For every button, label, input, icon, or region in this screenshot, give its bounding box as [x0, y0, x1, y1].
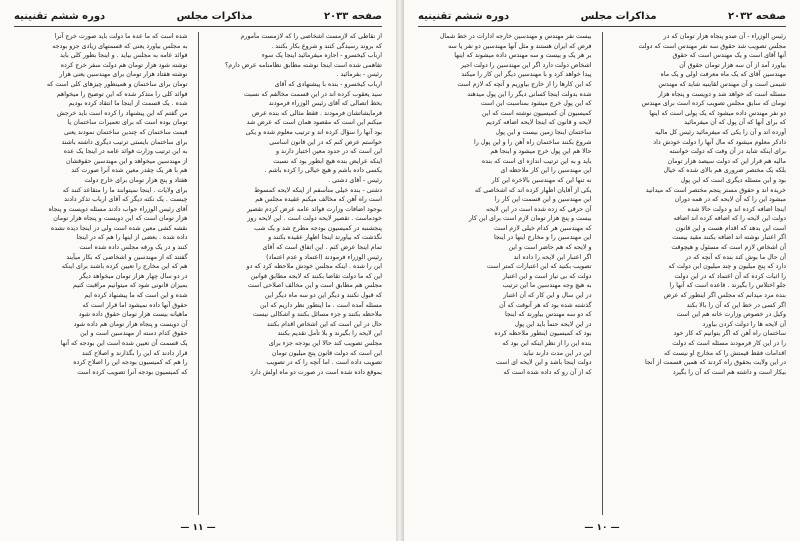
right-column-divider — [602, 32, 603, 515]
book-gutter — [396, 0, 404, 541]
text-line: دولت این لایحه را که اضافه کرده اند اضافه — [673, 215, 786, 223]
text-line: حال در این است که این اشخاص اقدام بکنند — [266, 320, 382, 328]
left-page-header — [14, 8, 382, 24]
text-line: بیاورد آمد از آن سه هزار تومان حقوق آن — [679, 61, 786, 69]
text-line: پیدا خواهد کرد و با مهندسین دیگر این کار را میکند — [461, 71, 592, 79]
text-line: بر هر یک و بیست و سه مهندس داده میشوند که اینها — [454, 52, 592, 60]
text-line: فرض که ایران هستند و مثل آنها مهندسین دو نفر یا سه — [448, 42, 592, 50]
text-line: تصویب داده است . اما آنچه را که در تصویب — [266, 359, 382, 367]
text-line: سید یعقوب کرده اند در این قسمت مخالفم که نسبت — [243, 90, 382, 98]
text-line: دادکر معلوم میشود که مال آنها را دولت خودش داد — [653, 138, 786, 146]
text-line: اینجا اضافه کرده اند و دولت حالا شده — [687, 205, 786, 213]
text-line: خودماست . تقصیر لایحه دولت است . این لایحه روز — [247, 215, 382, 223]
text-line: مسئله است که خواهد شد و دویست و پنجاه هزار — [657, 90, 786, 98]
text-line: تفاهمی شده است اینجا نوشته مطابق نظامنامه عرض دارم؟ — [224, 61, 382, 69]
text-line: هفتاد و پنج هزار تومان برای خارج دولت — [84, 176, 188, 184]
text-line: باید و به این ترتیب اندازه ای است که بنده — [481, 157, 592, 165]
text-line: دارد که پنج میلیون و چند میلیون این دولت که — [668, 263, 786, 271]
right-page-label: صفحه ۲۰۳۲ — [727, 10, 786, 22]
right-page-header — [418, 8, 786, 24]
left-page-running-title: مذاکرات مجلس — [176, 10, 253, 22]
right-header-rule — [418, 26, 786, 27]
text-line: پنجشنبه در کمیسیون بودجه مطرح شد و یک شب — [254, 224, 382, 232]
text-line: به این ترتیب وزارت فوائد عامه در اینجا یک عده — [63, 148, 188, 156]
text-line: که این کارها را از خارج بیاوریم و آنچه که لازم است — [457, 80, 592, 88]
right-page-footer: — ۱۰ — — [584, 523, 620, 533]
text-line: رئیس - آقای دشتی . — [328, 176, 382, 184]
text-line: اگر اعتبار نوشته اند اضافه بکنند مقید بیست — [672, 234, 786, 242]
text-line: بیست و پنج هزار تومان لازم است برای این کار — [468, 215, 592, 223]
text-line: فوائد کلی را متذکر شده که این توضیح را میخواهم — [56, 90, 188, 98]
text-line: اگر کسی در خط این که آن را بالا بکند — [686, 301, 786, 309]
text-line: و لایحه که هم حاضر است و این — [508, 244, 592, 252]
text-line: را اثبات کرده که آن اعتماد که در این دولت — [674, 272, 786, 280]
text-line: خریده اند و حقوق مستر پنجم مختصر است که میدانید — [645, 186, 786, 194]
text-line: حقوق آنها داده نمیشود اما قرار است که — [82, 301, 188, 309]
right-page-number: ۱۰ — [596, 523, 608, 533]
text-line: بمیزان قانونی شود که میتوانیم مراقبت کنیم — [73, 282, 188, 290]
text-line: بود و این مسئله دیگری است که این پول — [680, 176, 786, 184]
text-line: هم با هر یک چقدر معین شده آنرا صورت کند — [71, 167, 188, 175]
text-line: شده بدولت اینجا کسانی دیگر را این پول میدهند — [467, 90, 592, 98]
text-line: بلکه یک مختصر ضروری هم بالای شده که خیال — [663, 167, 786, 175]
text-line: ماهیانه بیست هزار تومان حقوق داده شود — [78, 311, 188, 319]
right-page-columns — [418, 32, 786, 515]
text-line: به مجلس بیاورد یعنی که قسمتهای زیادی جزو بودجه — [52, 42, 188, 50]
text-line: اگر اعتبار این لایحه را داده اند — [513, 253, 592, 261]
text-line: از مهندسین میخواهد و این مهندسین حقوقشان — [65, 157, 188, 165]
text-line: مهندسین آقای که یک ماه معرفت اولی و یک ماه — [660, 71, 786, 79]
text-line: این مهندسین را و مخارج اینها در اینجا — [493, 234, 592, 242]
text-line: لایحه و قانون که اینجا لایحه اضافه کردیم — [485, 119, 592, 127]
text-line: بنده این را از نظر اینکه این بود که — [502, 340, 592, 347]
text-line: نگذشت که بیاورند اینجا اظهار عقیده بکنند و — [268, 234, 382, 242]
text-line: کمیسیون آن کمیسیون نوشته است که این — [481, 109, 592, 117]
text-line: تومان بوده است که برای تعمیرات ساختمان یا — [67, 119, 188, 127]
text-line: ساختمان راه آهن که اگر بتوانیم که کار خود — [673, 330, 786, 338]
text-line: اشخاص دولت دارد اگر این مهندسین را دولت اجیر — [460, 61, 592, 69]
text-line: خواستم عرض کنم که در این قانون اساسی — [269, 138, 382, 146]
right-page-left-column — [418, 32, 592, 515]
text-line: در این سال و این کار که آن اعتبار — [503, 292, 592, 300]
text-line: ملاحظه بکنند و جزء مسائل بکنند و اشکالی نیست — [252, 311, 382, 319]
text-line: دولت اینجا باشد و این لایحه ای است — [495, 359, 592, 367]
text-line: شروع بکنند ساختمان راه آهن را و این پول را — [473, 138, 592, 146]
text-line: این لایحه را بگیرند و بلا تأمل تقدیم بکنند — [277, 330, 382, 338]
text-line: میشود این را که آن لایحه که در همه دوران — [674, 196, 786, 204]
text-line: میکنم این است که مقصود همان است که عرض شد — [246, 119, 382, 127]
text-line: ارباب کیخسرو - بنده با پیشنهادی که آقای — [274, 80, 382, 88]
text-line: حالا هم این پول خرج میشود و اینجا هم — [490, 148, 592, 156]
text-line: گذشته شده بود که هر آنوقت که آن — [499, 301, 592, 309]
left-column-divider — [198, 32, 199, 515]
left-page-right-column — [209, 32, 383, 515]
text-line: مالیه هم قرار این که دولت سیصد هزار تومان — [667, 157, 786, 165]
text-line: این که ما دولت تقاضا بکنند که لایحه مطابق قوانین — [250, 272, 382, 280]
text-line: دشتی - بنده خیلی متأسفم از اینکه لایحه کمسوط — [254, 186, 382, 194]
text-line: شده و این است که ما پیشنهاد کرده ایم — [84, 292, 188, 300]
text-line: این است که دولت قانون پنج میلیون تومان — [271, 349, 382, 357]
text-line: قیمت ساختمان که چندین ساختمان نمودند یعنی — [63, 128, 188, 136]
text-line: آقای رئیس الوزراء جواب دادند مسئله دویست و پنجاه — [48, 205, 188, 213]
text-line: مجلس تصویب شد حقوق سه نفر مهندس است که دولت — [638, 42, 786, 50]
text-line: بود آنها را سؤال کرده اند و ترتیب معلوم شده و یکی — [245, 128, 382, 136]
text-line: بنده مرد میدانم که مجلس اگر اینطور که عرض — [663, 292, 786, 300]
left-header-rule — [14, 26, 382, 27]
text-line: من گفتم که این پیشنهاد را کرده است باید خرجش — [56, 109, 188, 117]
text-line: رئیس الوزراء - آن صدو پنجاه هزار تومان که در — [663, 33, 786, 40]
text-line: به هیچ وجه مهندسین ما این ترتیب — [502, 282, 592, 290]
text-line: را هم که کمیسیون بودجه این را اصلاح کرده — [73, 359, 188, 367]
text-line: آن حال ما بوش کند بنده که آنچه که در — [685, 253, 786, 261]
text-line: را در این کار فرمودند مسئله است که دولت — [672, 340, 786, 347]
text-line: در این ولایت بحقوق راه کردند که همین قسمت از آنجا — [644, 359, 786, 367]
text-line: تومان برای ساختمان و همینطور چیزهای کلی است که — [46, 80, 188, 88]
text-line: بخط اتصالی که آقای رئیس الوزراء فرمودند — [268, 100, 382, 108]
text-line: قرار دادند که این را بگذارند و اصلاح کنند — [81, 349, 188, 357]
left-page-footer: — ۱۱ — — [180, 523, 216, 533]
text-line: مسئله آمده است . ما اینطور نظر داریم که این — [259, 301, 382, 309]
text-line: بموقع داده شده است در صورت دو ماه اولش دارد — [250, 368, 382, 376]
right-page — [404, 0, 800, 541]
text-line: بوجود اضافات وزارت فوائد عامه عرض کردم تقصیر — [247, 205, 382, 213]
text-line: چیست . یک نکته دیگر که آقای ارباب تذکر دادند — [64, 196, 188, 204]
right-page-right-column — [613, 32, 787, 515]
text-line: فرمایشاتشان فرمودند . فقط مثالی که بنده عرض — [252, 109, 382, 117]
right-page-session: دوره ششم تقنینیه — [418, 10, 510, 22]
text-line: از نقاطی که لازمست اشخاصی را که لازمست مأمورم — [240, 33, 382, 40]
text-line: که بروند رسیدگی کنند و شروع بکار بکنند . — [271, 42, 382, 50]
text-line: نوشته هفتاد هزار تومان برای مهندسین یعنی هزار — [59, 71, 188, 79]
text-line: تمام اینجا عرض کنم . این اتفاق است که آقای — [262, 244, 382, 252]
text-line: تومان که سابق مجلس تصویب کرده است برای مهندس — [641, 100, 786, 108]
text-line: آن دویست و پنجاه هزار تومان هم داده شود — [73, 320, 188, 328]
text-line: جلو اختلاس را بگیرند . قاعده است که آنها را — [669, 282, 786, 290]
text-line: که برای آنها که آن پول که آن میفرمائید — [684, 119, 786, 127]
text-line: که کمیسیون بودجه آنرا تصویب کرده است — [77, 368, 188, 376]
text-line: رئیس - بفرمائید . — [336, 71, 382, 79]
left-page — [0, 0, 396, 541]
text-line: یکی از آقایان اظهار کرده اند که اشخاصی که — [474, 186, 592, 194]
text-line: حقوق کدام دسته از مهندسین است و این — [80, 330, 188, 338]
text-line: که از آن رو که داده شده است که — [503, 368, 592, 376]
text-line: بیکار است و داشته هم است که آن را بگیرد — [672, 368, 786, 376]
right-page-running-title: مذاکرات مجلس — [580, 10, 657, 22]
text-line: که دو سه مهندس بیاورند که اینجا — [504, 311, 592, 319]
text-line: شیمی است و آن مهندس لقاینیه شاید که مهندس — [658, 80, 786, 88]
text-line: در دو سال چهار هزار تومان میخواهد دیگر — [79, 272, 188, 280]
text-line: بود که کمیسیون اینطور ملاحظه کرده — [494, 330, 592, 338]
text-line: شده . یک قسمت از اینجا ما انتقاد کرده بودیم — [68, 100, 188, 108]
text-line: دولت که بی نیاز است و این اعتبار — [502, 272, 592, 280]
text-line: کنند و در یک ورقه مجلس داده شده است — [79, 244, 188, 252]
text-line: در این لایحه حتماً باید این پول — [514, 320, 592, 328]
text-line: این در این مدت دارند نباید — [523, 349, 592, 357]
text-line: است این بدهد که اقدام هست و این قانون — [675, 224, 786, 232]
text-line: بیست نفر مهندس و مهندسین خارجه ادارات در خط شمال — [439, 33, 592, 40]
text-line: ساختمان اینجا زمین بیست و این پول — [495, 128, 592, 136]
left-page-label: صفحه ۲۰۳۳ — [323, 10, 382, 22]
text-line: که مهندسین هر کدام خیلی لازم است — [494, 224, 592, 232]
left-page-session: دوره ششم تقنینیه — [14, 10, 106, 22]
text-line: است راه آهن که مخالف میکنم عقیده مجلس هم — [255, 196, 382, 204]
text-line: برای ساختمان بایستی ترتیب دیگری داشته باشند — [61, 138, 188, 146]
text-line: تصویب بکنید که این اعتبارات کمتر است — [486, 263, 592, 271]
text-line: آن اشخاص لازم است که مسئول و هیچوقت — [671, 244, 786, 252]
text-line: داده شده . بعضی از اینها را هم که در اینجا — [76, 234, 188, 242]
text-line: نقشه کشی معین شده است ولی در اینجا دیده نشده — [50, 224, 188, 232]
text-line: فوائد عامه به مجلس بیاید . و اینجا بطور کلی باید — [59, 52, 188, 60]
text-line: که این پول خرج میشود بمناسبت این است — [480, 100, 592, 108]
text-line: مجلس تصویب کند حالا این بودجه جزء برای — [268, 340, 382, 347]
text-line: آنها آقای است و یک مهندس است که حقوق — [672, 52, 786, 60]
text-line: که قبول نکنند و دیگر این دو سه ماه دیگر این — [264, 292, 382, 300]
text-line: این مهندسین را این کار ملاحظه ای — [500, 167, 592, 175]
text-line: آن لایحه ها را دولت کردن بیاورد — [702, 320, 786, 328]
left-page-left-column — [14, 32, 188, 515]
text-line: برای اینکه شاید در آن وقت که دولت خواسته — [669, 148, 786, 156]
text-line: هم که این مخارج را تعیین کرده باشند برای اینکه — [61, 263, 188, 271]
text-line: گفتند که از مهندسین و اشخاصی که بکار میآیند — [66, 253, 188, 261]
text-line: این مهندسین و این قسمت این کار را — [494, 196, 592, 204]
text-line: آورده اند و آن را یکی که میفرمائید رئیس کل مالیه — [655, 128, 786, 136]
left-page-columns — [14, 32, 382, 515]
left-page-number: ۱۱ — [192, 523, 204, 533]
text-line: این را شده . اینکه مجلس خودش ملاحظه کرد که دو — [246, 263, 382, 271]
text-line: ارباب کیخسرو - اجازه میفرمائید اینجا یک سوء — [261, 52, 382, 60]
text-line: دو نفر مهندس داده میشود که یک پولی است که اینها — [649, 109, 786, 117]
text-line: یکسی داده باشم و هیچ خیالی را کرده باشم . — [264, 167, 382, 175]
text-line: مجلس هم مطابق است و این مخالف اصلاحی است — [247, 282, 382, 290]
text-line: یک قسمت آن تعیین شده است این بودجه که آنها — [60, 340, 188, 347]
text-line: اینکه عرایض بنده هیچ ابطور بود که نسبت — [273, 157, 382, 165]
text-line: نوشته شود هزار تومان هم دولت سفر خرج کرده — [60, 61, 188, 69]
text-line: شده است که ما عده ما دولت باید صورت خرج آنرا — [54, 33, 188, 40]
text-line: وکیل در خصوص وزارت خانه هم این است — [676, 311, 786, 319]
text-line: این است که در حدود معین اختیار دارند و — [276, 148, 382, 156]
text-line: برای ولایات . اینجا نمیتوانند ما را متقاعد کنند که — [62, 186, 188, 194]
text-line: نه تنها این که مهندسین بالاخره این کار — [491, 176, 592, 184]
text-line: آن حرفی که زده شده است در این لایحه — [485, 205, 592, 213]
text-line: هزار تومان است که این دویست و پنجاه هزار تومان — [53, 215, 188, 223]
text-line: رئیس الوزراء فرمودند (اعتماد و عدم اعتماد) — [266, 253, 382, 261]
text-line: اقدامات فقط قیمتش را که مخارج او نیست که — [664, 349, 786, 357]
